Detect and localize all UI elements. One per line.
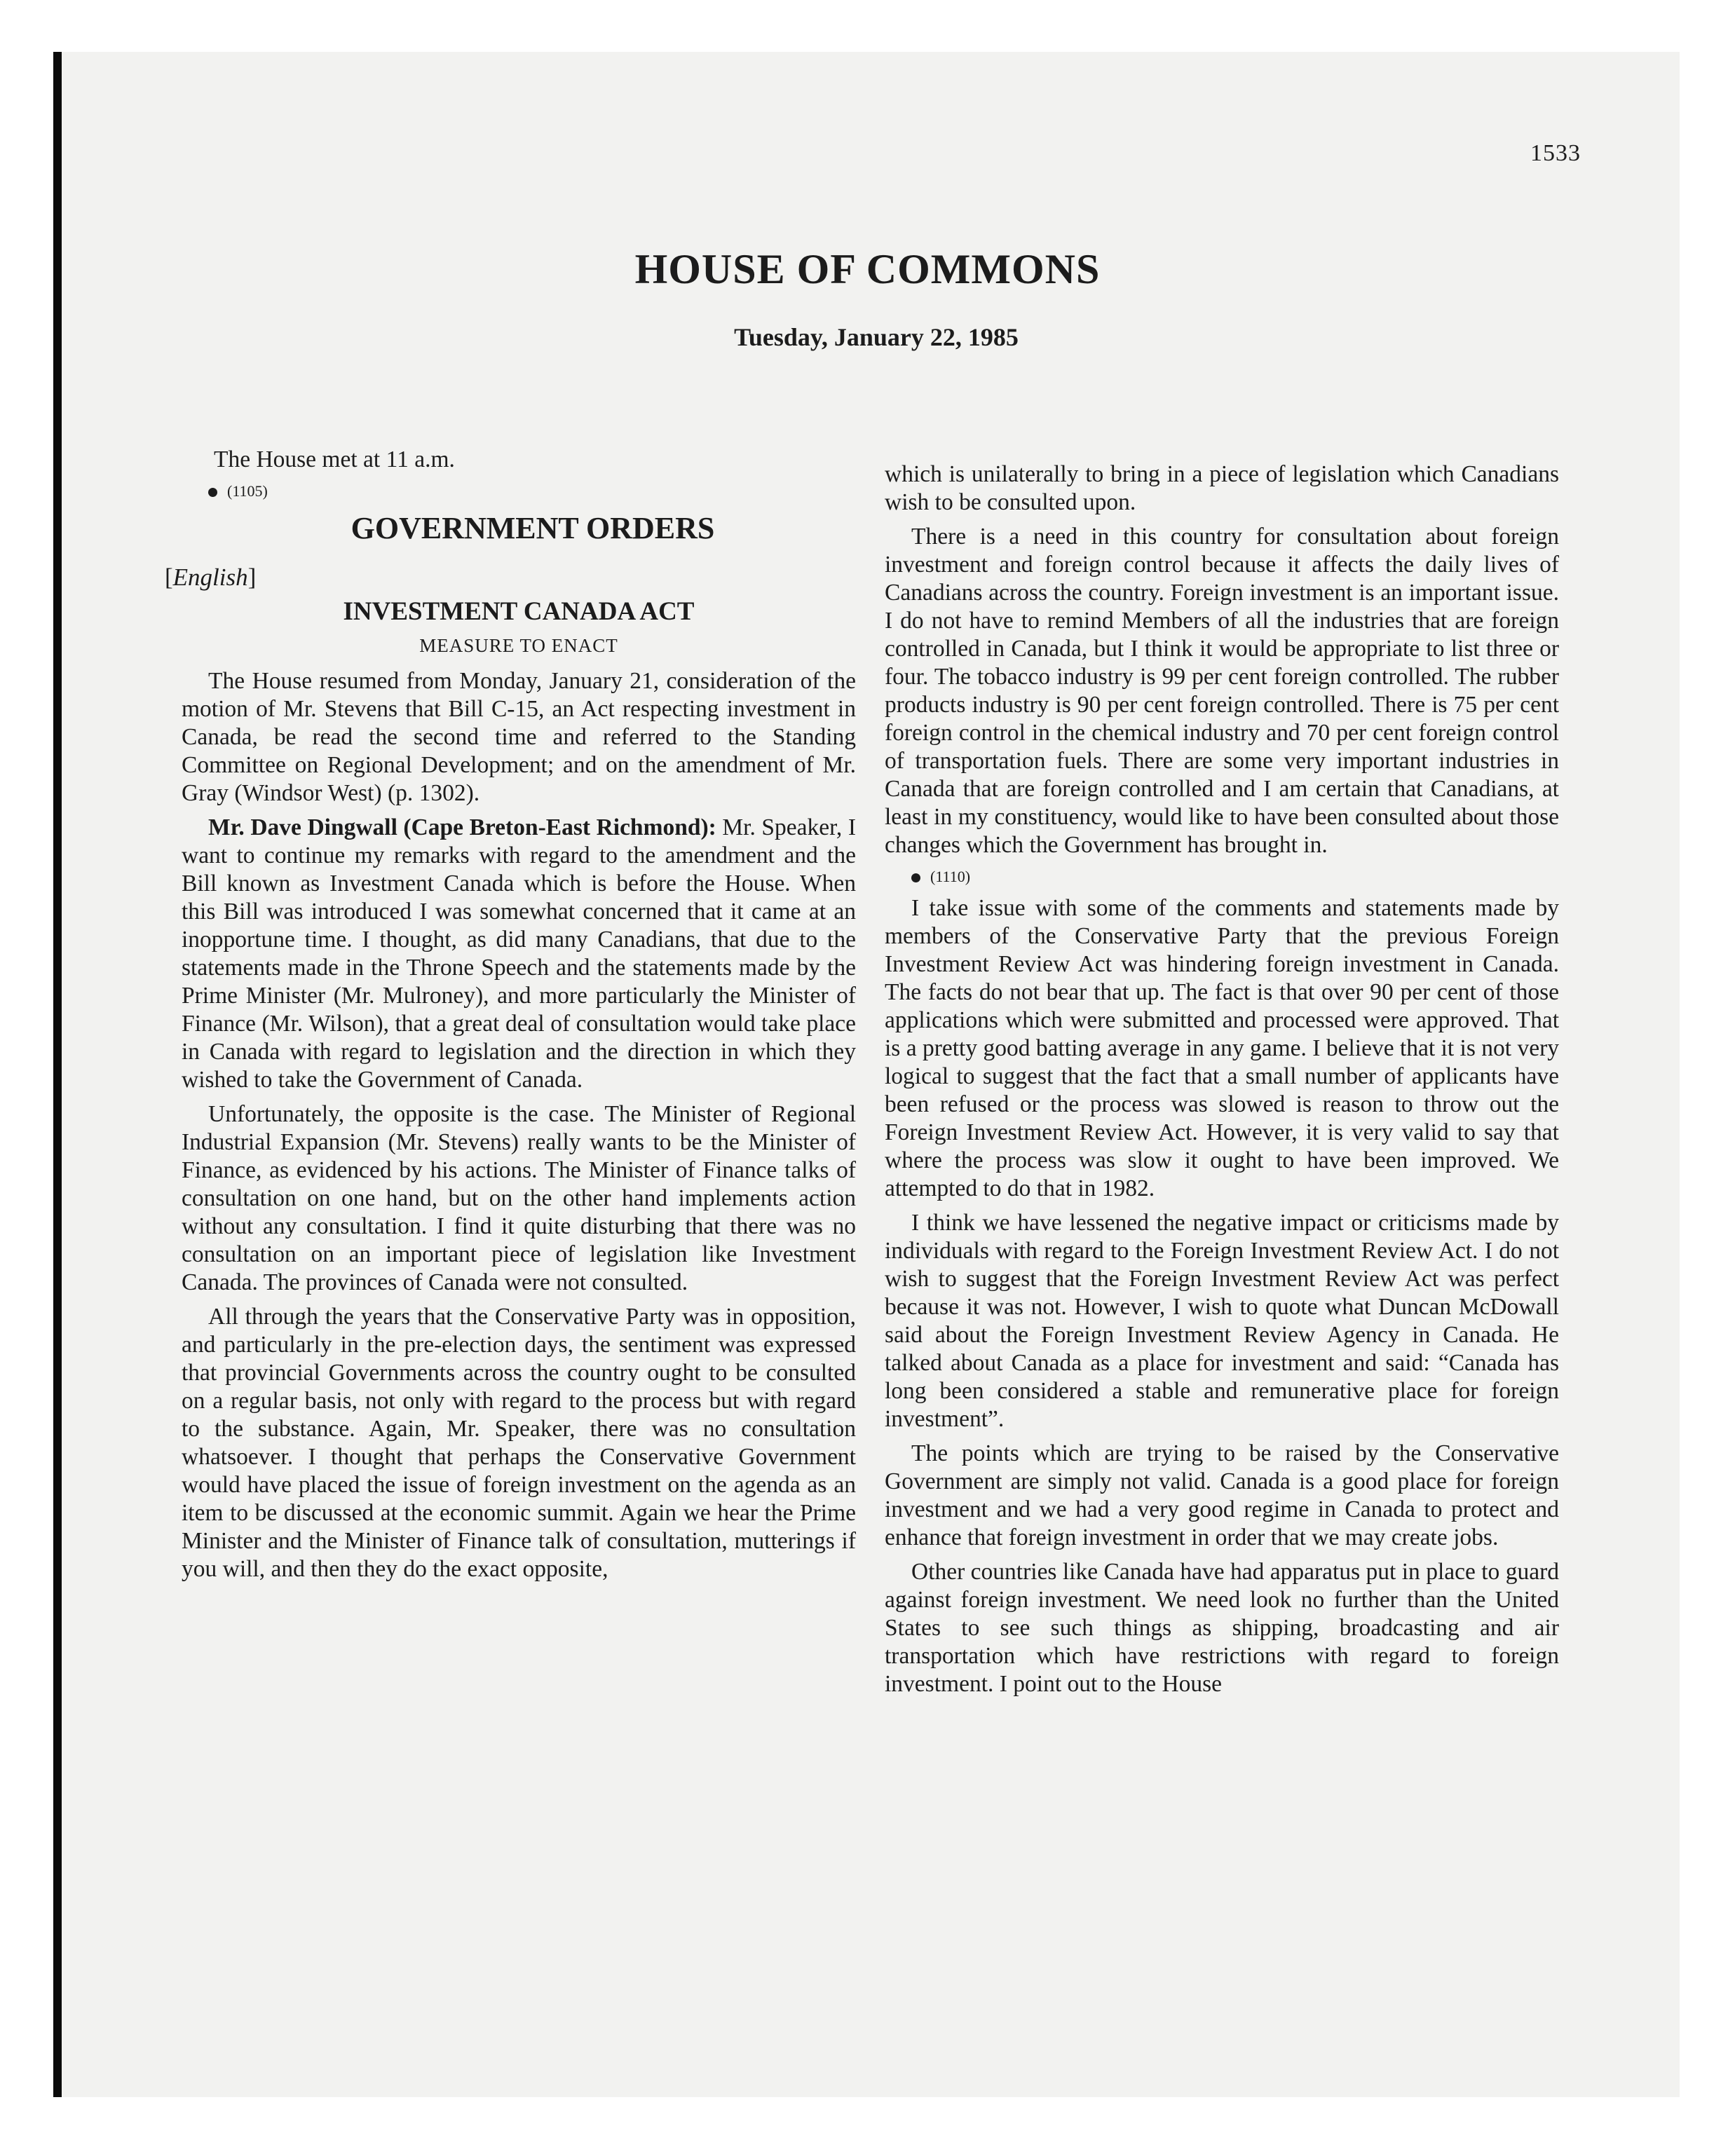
section-heading: GOVERNMENT ORDERS — [351, 511, 715, 545]
meeting-time: The House met at 11 a.m. — [214, 446, 455, 472]
bill-subheading: MEASURE TO ENACT — [419, 635, 618, 656]
paragraph: Unfortunately, the opposite is the case. The Minister of Regional Industrial Expansion (Mr. Stevens) really wants to be the Minister of Finance, as evidenced by his actions. The Minister of Finance talks of consultation on one hand, but on the other hand implements action without any consultation. I find it quite disturbing that there was no consultation on an important piece of legislation like Investment Canada. The provinces of Canada were not consulted. — [182, 1101, 856, 1295]
paragraph: All through the years that the Conservative Party was in opposition, and particularly in the pre-election days, the sentiment was expressed that provincial Governments across the country ought to be consulted on a regular basis, not only with regard to the process but with regard to the substance. Again, Mr. Speaker, there was no consultation whatsoever. I thought that perhaps the Conservative Government would have placed the issue of foreign investment on the agenda as an item to be discussed at the economic summit. Again we hear the Prime Minister and the Minister of Finance talk of consultation, mutterings if you will, and then they do the exact opposite, — [182, 1304, 856, 1582]
time-stamp — [182, 480, 856, 503]
paragraph: I think we have lessened the negative impact or criticisms made by individuals with regard to the Foreign Investment Review Act. I do not wish to suggest that the Foreign Investment Review Act was perfect because it was not. However, I wish to quote what Duncan McDowall said about the Foreign Investment Review Agency in Canada. He talked about Canada as a place for investment and said: “Canada has long been considered a stable and remunerative place for foreign investment”. — [885, 1210, 1559, 1432]
left-column — [165, 446, 856, 1590]
language-name: English — [172, 564, 248, 591]
language-bracket-close: ] — [247, 564, 257, 591]
paragraph: The points which are trying to be raised by the Conservative Government are simply not valid. Canada is a good place for foreign investment and we had a very good regime in Canada to protect and enhance that foreign investment in order that we may create jobs. — [885, 1440, 1559, 1550]
bill-heading: INVESTMENT CANADA ACT — [343, 597, 695, 626]
speech-paragraph — [182, 814, 856, 1094]
paragraph: I take issue with some of the comments and statements made by members of the Conservative Party that the previous Foreign Investment Review Act was hindering foreign investment in Canada. The facts do not bear that up. The fact is that over 90 per cent of those applications which were submitted and processed were approved. That is a pretty good batting average in any game. I believe that it is not very logical to suggest that the fact that a small number of applicants have been refused or the process was slowed is reason to throw out the Foreign Investment Review Act. However, it is very valid to say that where the process was slow it ought to have been improved. We attempted to do that in 1982. — [885, 895, 1559, 1201]
paragraph: which is unilaterally to bring in a piece of legislation which Canadians wish to be consulted upon. — [885, 461, 1559, 515]
time-stamp-label: (1105) — [227, 482, 268, 500]
speech-text: Mr. Speaker, I want to continue my remarks with regard to the amendment and the Bill known as Investment Canada which is before the House. When this Bill was introduced I was somewhat concerned that it came at an inopportune time. I thought, as did many Canadians, that due to the statements made in the Throne Speech and the statements made by the Prime Minister (Mr. Mulroney), and more particularly the Minister of Finance (Mr. Wilson), that a great deal of consultation would take place in Canada with regard to legislation and the direction in which they wished to take the Government of Canada. — [182, 814, 856, 1093]
paragraph: The House resumed from Monday, January 21, consideration of the motion of Mr. Stevens that Bill C-15, an Act respecting investment in Canada, be read the second time and referred to the Standing Committee on Regional Development; and on the amendment of Mr. Gray (Windsor West) (p. 1302). — [182, 668, 856, 806]
page-number: 1533 — [1530, 140, 1581, 166]
language-bracket-open: [ — [165, 564, 173, 591]
bullet-icon — [208, 488, 217, 497]
time-stamp-label: (1110) — [930, 868, 971, 885]
paragraph: There is a need in this country for consultation about foreign investment and foreign control because it affects the daily lives of Canadians across the country. Foreign investment is an important issue. I do not have to remind Members of all the industries that are foreign controlled in Canada, but I think it would be appropriate to list three or four. The tobacco industry is 99 per cent foreign controlled. The rubber products industry is 90 per cent foreign controlled. There is 75 per cent foreign control in the chemical industry and 70 per cent foreign control of transportation fuels. There are some very important industries in Canada that are foreign controlled and I am certain that Canadians, at least in my constituency, would like to have been consulted about those changes which the Government has brought in. — [885, 524, 1559, 858]
time-stamp — [885, 866, 1559, 888]
speaker-name: Mr. Dave Dingwall (Cape Breton-East Richmond): — [208, 814, 716, 840]
binding-edge — [53, 52, 62, 2097]
paragraph: Other countries like Canada have had apparatus put in place to guard against foreign investment. We need look no further than the United States to see such things as shipping, broadcasting and air transportation which have restrictions with regard to foreign investment. I point out to the House — [885, 1559, 1559, 1697]
language-tag — [165, 562, 856, 593]
right-column — [885, 460, 1559, 1705]
sitting-date: Tuesday, January 22, 1985 — [734, 323, 1019, 351]
bullet-icon — [911, 873, 920, 882]
page-title: HOUSE OF COMMONS — [634, 246, 1101, 292]
